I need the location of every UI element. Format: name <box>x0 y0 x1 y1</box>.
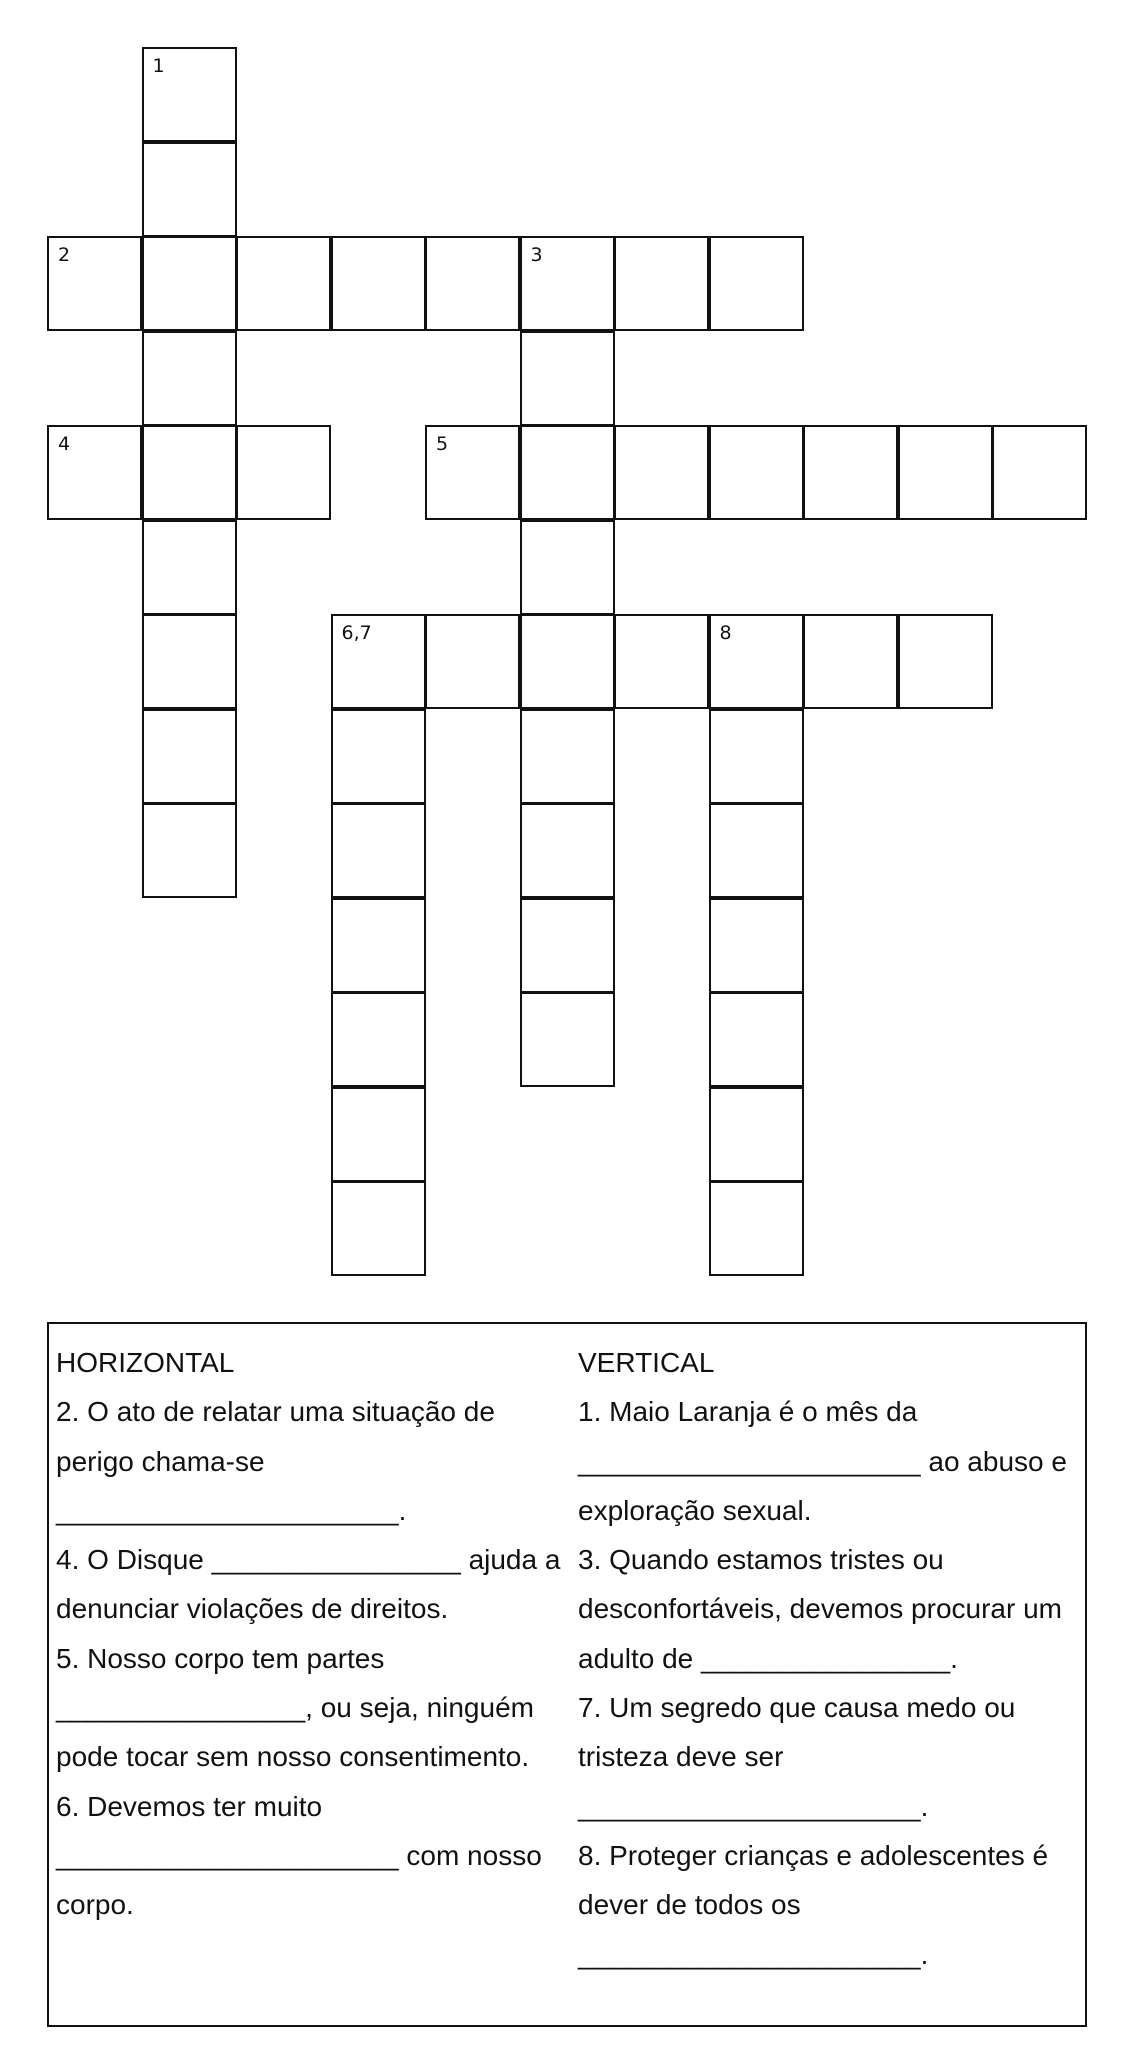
crossword-cell[interactable] <box>236 425 331 520</box>
clue-2-horizontal: 2. O ato de relatar uma situação de perigo chama-se ______________________. <box>56 1396 495 1526</box>
clue-number: 5 <box>436 433 449 455</box>
crossword-cell[interactable] <box>614 425 709 520</box>
crossword-cell[interactable] <box>709 1087 804 1182</box>
crossword-cell[interactable] <box>520 236 615 331</box>
crossword-cell[interactable] <box>709 803 804 898</box>
clue-1-vertical: 1. Maio Laranja é o mês da ______________________ ao abuso e exploração sexual. <box>578 1396 1067 1526</box>
horizontal-heading: HORIZONTAL <box>56 1347 235 1378</box>
crossword-cell[interactable] <box>709 1181 804 1276</box>
crossword-cell[interactable] <box>47 236 142 331</box>
crossword-cell[interactable] <box>709 425 804 520</box>
crossword-cell[interactable] <box>709 992 804 1087</box>
clue-number: 1 <box>152 55 165 77</box>
clue-number: 4 <box>58 433 71 455</box>
crossword-cell[interactable] <box>614 614 709 709</box>
crossword-cell[interactable] <box>425 425 520 520</box>
clue-3-vertical: 3. Quando estamos tristes ou desconfortáveis, devemos procurar um adulto de ________________. <box>578 1544 1062 1674</box>
crossword-cell[interactable] <box>520 992 615 1087</box>
crossword-cell[interactable] <box>331 992 426 1087</box>
crossword-cell[interactable] <box>803 614 898 709</box>
crossword-cell[interactable] <box>425 236 520 331</box>
crossword-cell[interactable] <box>331 709 426 804</box>
crossword-cell[interactable] <box>709 898 804 993</box>
clue-number: 6,7 <box>341 622 372 644</box>
crossword-cell[interactable] <box>709 614 804 709</box>
crossword-cell[interactable] <box>331 1181 426 1276</box>
crossword-cell[interactable] <box>520 520 615 615</box>
vertical-clues <box>578 1338 1083 1979</box>
crossword-cell[interactable] <box>520 709 615 804</box>
clue-5-horizontal: 5. Nosso corpo tem partes ________________, ou seja, ninguém pode tocar sem nosso consentimento. <box>56 1642 534 1773</box>
horizontal-clues <box>56 1338 571 1930</box>
crossword-cell[interactable] <box>709 709 804 804</box>
crossword-cell[interactable] <box>142 236 237 331</box>
clue-number: 2 <box>58 244 71 266</box>
crossword-cell[interactable] <box>520 425 615 520</box>
crossword-cell[interactable] <box>520 803 615 898</box>
crossword-cell[interactable] <box>331 1087 426 1182</box>
clue-7-vertical: 7. Um segredo que causa medo ou tristeza deve ser ______________________. <box>578 1692 1016 1822</box>
crossword-cell[interactable] <box>142 425 237 520</box>
crossword-cell[interactable] <box>614 236 709 331</box>
crossword-cell[interactable] <box>425 614 520 709</box>
clue-number: 8 <box>719 622 732 644</box>
clue-4-horizontal: 4. O Disque ________________ ajuda a denunciar violações de direitos. <box>56 1544 561 1625</box>
crossword-cell[interactable] <box>992 425 1087 520</box>
crossword-cell[interactable] <box>142 614 237 709</box>
crossword-cell[interactable] <box>142 520 237 615</box>
clue-8-vertical: 8. Proteger crianças e adolescentes é dever de todos os ______________________. <box>578 1839 1049 1970</box>
crossword-cell[interactable] <box>236 236 331 331</box>
crossword-cell[interactable] <box>709 236 804 331</box>
crossword-cell[interactable] <box>142 709 237 804</box>
crossword-cell[interactable] <box>331 236 426 331</box>
clues-box <box>47 1322 1087 2027</box>
crossword-cell[interactable] <box>898 614 993 709</box>
clue-number: 3 <box>530 244 543 266</box>
crossword-cell[interactable] <box>331 898 426 993</box>
crossword-cell[interactable] <box>142 803 237 898</box>
crossword-cell[interactable] <box>142 47 237 142</box>
crossword-cell[interactable] <box>142 331 237 426</box>
crossword-cell[interactable] <box>520 614 615 709</box>
crossword-cell[interactable] <box>331 803 426 898</box>
crossword-cell[interactable] <box>142 142 237 237</box>
clue-6-horizontal: 6. Devemos ter muito ______________________ com nosso corpo. <box>56 1790 542 1921</box>
vertical-heading: VERTICAL <box>578 1347 715 1378</box>
crossword-cell[interactable] <box>520 331 615 426</box>
crossword-cell[interactable] <box>803 425 898 520</box>
crossword-cell[interactable] <box>520 898 615 993</box>
crossword-cell[interactable] <box>47 425 142 520</box>
crossword-cell[interactable] <box>898 425 993 520</box>
crossword-cell[interactable] <box>331 614 426 709</box>
